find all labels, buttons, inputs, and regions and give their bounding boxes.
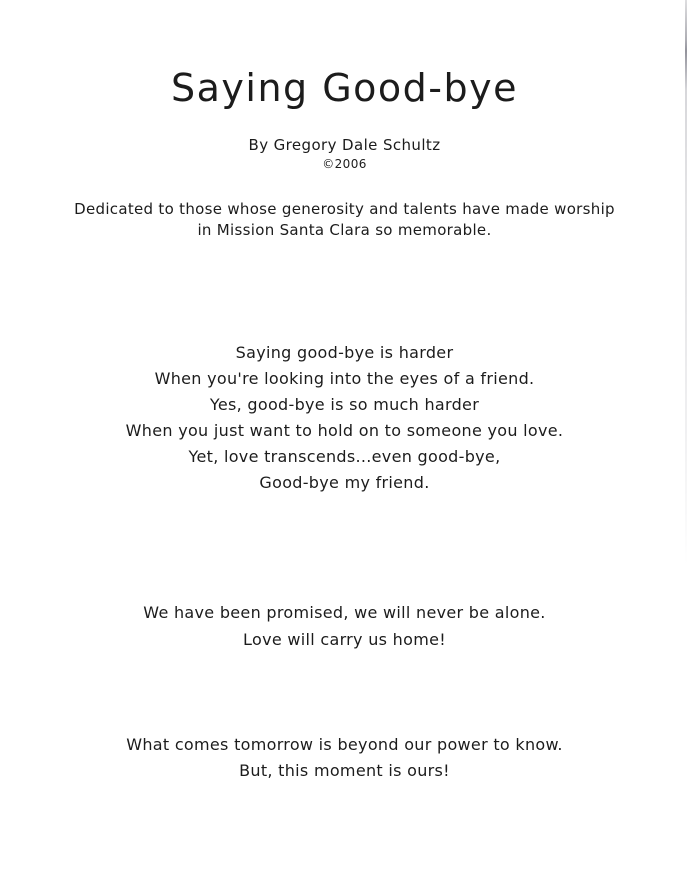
poem-title: Saying Good-bye [170, 66, 518, 110]
author-byline: By Gregory Dale Schultz [248, 136, 441, 154]
dedication-line: Dedicated to those whose generosity and talents have made worship [74, 200, 615, 218]
poem-line: Yes, good-bye is so much harder [209, 395, 480, 414]
poem-line: Saying good-bye is harder [235, 343, 454, 362]
stanza-2 [0, 599, 689, 653]
poem-line: Love will carry us home! [243, 630, 446, 649]
stanza-3 [0, 732, 689, 784]
dedication-line: in Mission Santa Clara so memorable. [197, 221, 492, 239]
poem-line: But, this moment is ours! [239, 761, 450, 780]
copyright-notice: ©2006 [322, 157, 367, 171]
poem-line: What comes tomorrow is beyond our power to know. [126, 735, 563, 754]
poem-line: We have been promised, we will never be alone. [143, 603, 546, 622]
poem-line: Good-bye my friend. [259, 473, 430, 492]
poem-line: When you're looking into the eyes of a friend. [154, 369, 535, 388]
poem-line: When you just want to hold on to someone you love. [125, 421, 564, 440]
poem-line: Yet, love transcends...even good-bye, [188, 447, 501, 466]
dedication [0, 199, 689, 241]
stanza-1 [0, 340, 689, 496]
